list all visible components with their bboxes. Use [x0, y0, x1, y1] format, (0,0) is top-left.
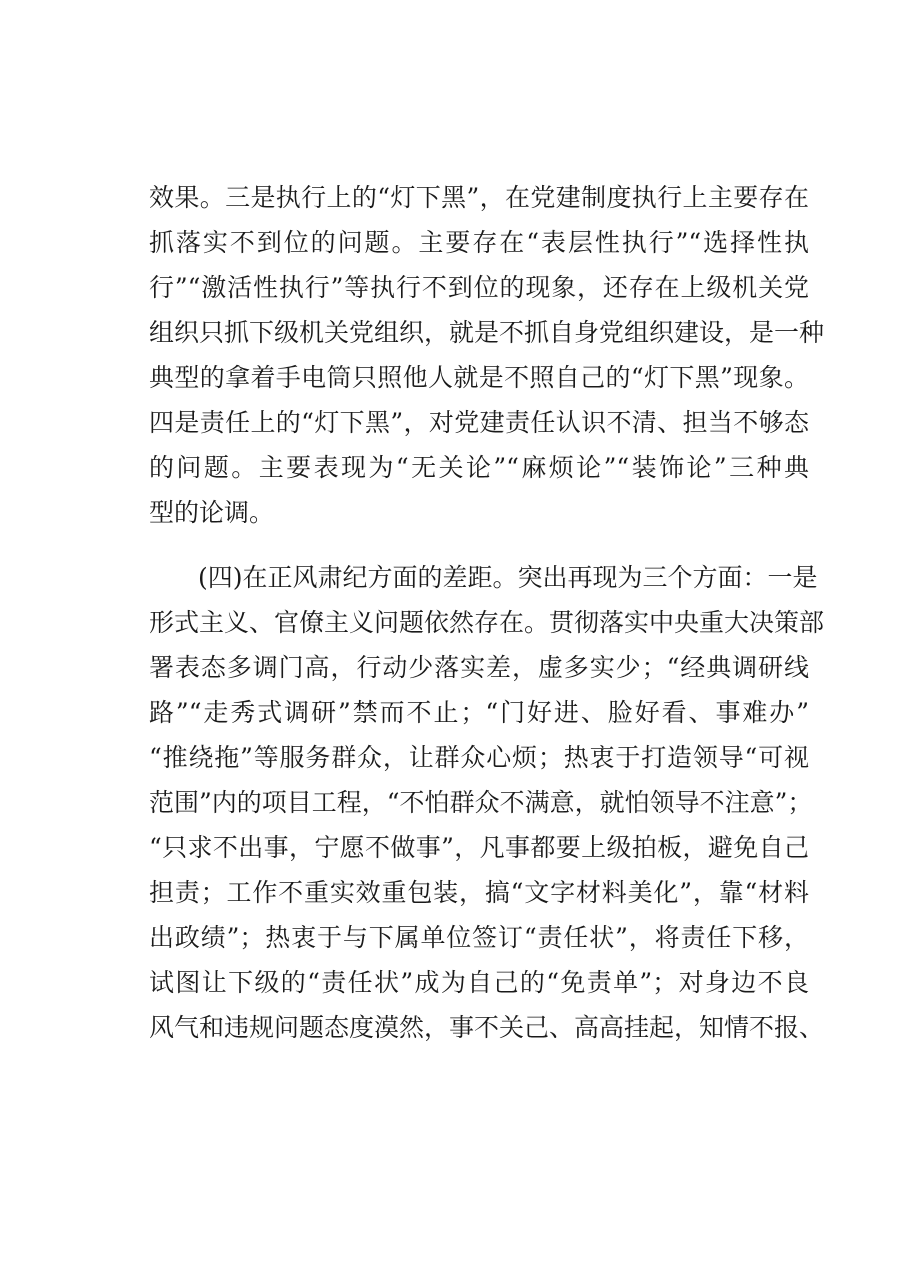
paragraph-2-line-1: (四)在正风肃纪方面的差距。突出再现为三个方面：一是: [198, 563, 818, 592]
paragraph-1-line-8: 型的论调。: [149, 498, 275, 527]
paragraph-2-line-8: 担责；工作不重实效重包装，搞“文字材料美化”，靠“材料: [149, 878, 809, 907]
paragraph-2-line-10: 试图让下级的“责任状”成为自己的“免责单”；对身边不良: [149, 968, 809, 997]
paragraph-2-line-2: 形式主义、官僚主义问题依然存在。贯彻落实中央重大决策部: [149, 608, 825, 637]
paragraph-1-line-5: 典型的拿着手电筒只照他人就是不照自己的“灯下黑”现象。: [149, 363, 809, 392]
paragraph-2-line-9: 出政绩”；热衷于与下属单位签订“责任状”，将责任下移，: [149, 923, 809, 952]
paragraph-2-line-6: 范围”内的项目工程，“不怕群众不满意，就怕领导不注意”；: [149, 788, 813, 817]
paragraph-2-line-4: 路”“走秀式调研”禁而不止；“门好进、脸好看、事难办”: [149, 698, 809, 727]
paragraph-1-line-6: 四是责任上的“灯下黑”，对党建责任认识不清、担当不够态: [149, 408, 809, 437]
paragraph-2-line-11: 风气和违规问题态度漠然，事不关己、高高挂起，知情不报、: [149, 1013, 825, 1042]
paragraph-1-line-7: 的问题。主要表现为“无关论”“麻烦论”“装饰论”三种典: [149, 453, 809, 482]
paragraph-2-line-3: 署表态多调门高，行动少落实差，虚多实少；“经典调研线: [149, 653, 809, 682]
paragraph-2-line-7: “只求不出事，宁愿不做事”，凡事都要上级拍板，避免自己: [149, 833, 809, 862]
paragraph-2-line-5: “推绕拖”等服务群众，让群众心烦；热衷于打造领导“可视: [149, 743, 809, 772]
paragraph-1-line-3: 行”“激活性执行”等执行不到位的现象，还存在上级机关党: [149, 273, 809, 302]
paragraph-1-line-4: 组织只抓下级机关党组织，就是不抓自身党组织建设，是一种: [149, 318, 825, 347]
paragraph-1-line-2: 抓落实不到位的问题。主要存在“表层性执行”“选择性执: [149, 228, 809, 257]
paragraph-1-line-1: 效果。三是执行上的“灯下黑”，在党建制度执行上主要存在: [149, 183, 809, 212]
